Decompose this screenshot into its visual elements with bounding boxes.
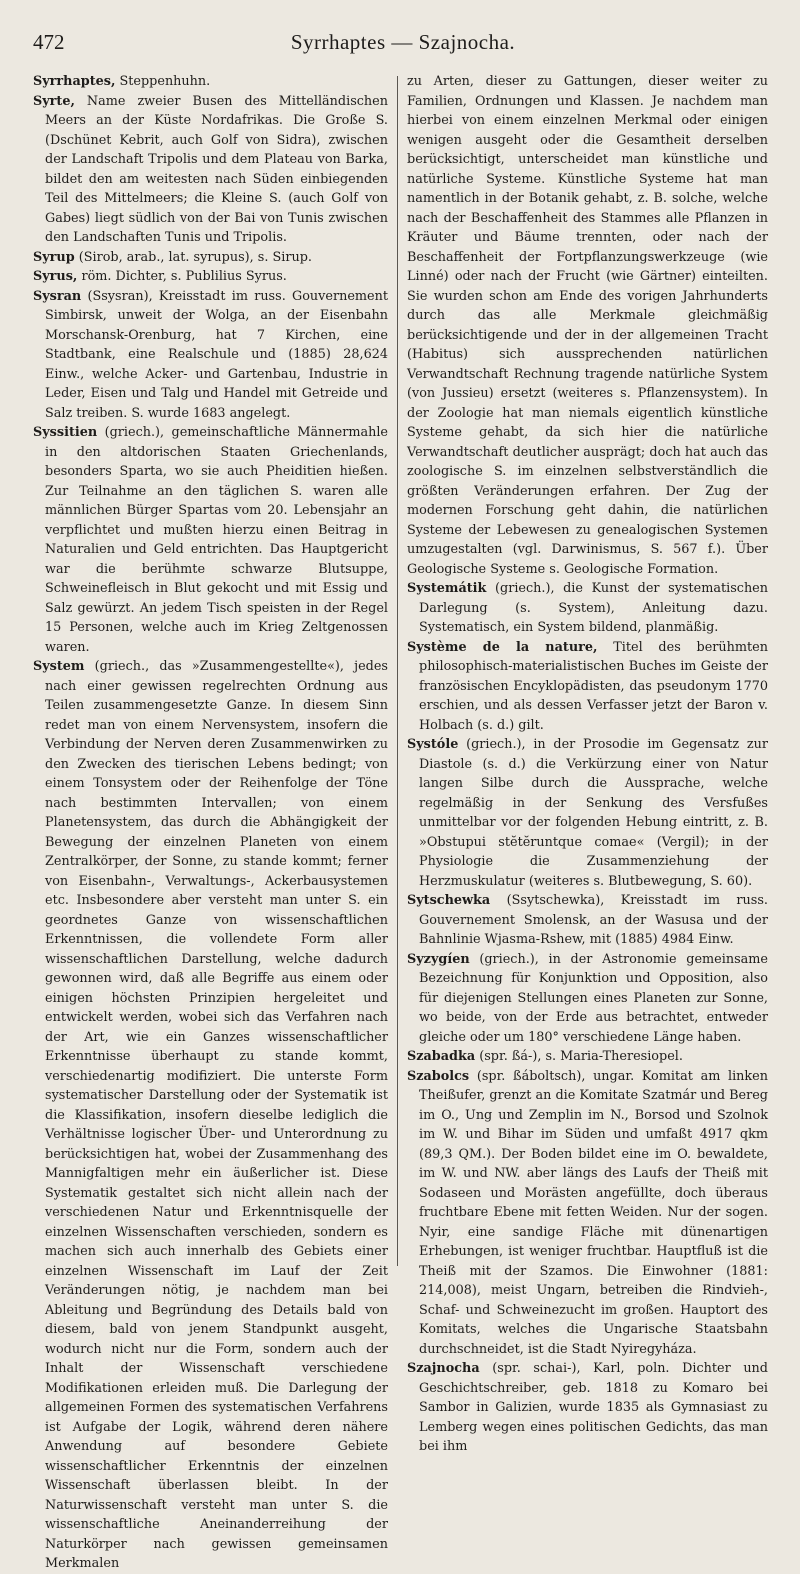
entry-text: (griech.), in der Astronomie gemeinsame Bezeichnung für Konjunktion und Opposition, also für diejenigen Stellungen eines Planeten zur Sonne, wo beide, von der Erde aus betrachtet, entweder gleiche oder um 180° verschiedene Länge haben. — [419, 951, 768, 1045]
entry-text: Steppenhuhn. — [119, 74, 211, 89]
entry-text: (spr. ßá-), s. Maria-Theresiopel. — [479, 1049, 683, 1064]
dictionary-entry — [407, 72, 768, 579]
entry-text: röm. Dichter, s. Publilius Syrus. — [81, 269, 287, 284]
entry-text: (spr. schai-), Karl, poln. Dichter und Geschichtschreiber, geb. 1818 zu Komaro bei Sambor in Galizien, wurde 1835 als Gymnasiast zu Lemberg wegen eines politischen Gedichts, das man bei ihm — [419, 1361, 768, 1454]
right-column — [407, 72, 768, 1454]
entry-headword: Szajnocha — [407, 1361, 480, 1376]
entry-headword: Systóle — [407, 737, 459, 752]
entry-headword: Syrup — [33, 249, 75, 265]
entry-text: (griech.), die Kunst der systematischen Darlegung (s. System), Anleitung dazu. Systematisch, ein System bildend, planmäßig. — [419, 581, 768, 635]
dictionary-entry — [407, 1359, 768, 1457]
dictionary-entry — [33, 423, 388, 657]
dictionary-entry — [33, 657, 388, 1574]
column-divider — [397, 76, 398, 1266]
entry-text: Titel des berühmten philosophisch-materialistischen Buches im Geiste der französischen Encyklopädisten, das pseudonym 1770 erschien, und als dessen Verfasser jetzt der Baron v. Holbach (s. d.) gilt. — [419, 639, 768, 733]
entry-headword: Syssitien — [33, 425, 98, 440]
entry-text: zu Arten, dieser zu Gattungen, dieser weiter zu Familien, Ordnungen und Klassen. Je nachdem man hierbei von einem einzelnen Merkmal oder einigen wenigen ausgeht oder die Gesamtheit derselben berücksichtigt, unterscheidet man künstliche und natürliche Systeme. Künstliche Systeme hat man namentlich in der Botanik gehabt, z. B. solche, welche nach der Beschaffenheit des Stammes alle Pflanzen in Kräuter und Bäume trennten, oder nach der Beschaffenheit der Fortpflanzungswerkzeuge (wie Linné) oder nach der Frucht (wie Gärtner) einteilten. Sie wurden schon am Ende des vorigen Jahrhunderts durch das alle Merkmale gleichmäßig berücksichtigende und der in der allgemeinen Tracht (Habitus) sich aussprechenden natürlichen Verwandtschaft Rechnung tragende natürliche System (von Jussieu) ersetzt (weiteres s. Pflanzensystem). In der Zoologie hat man niemals eigentlich künstliche Systeme gehabt, da sich hier die natürliche Verwandtschaft deutlicher ausprägt; doch hat auch das zoologische S. im einzelnen selbstverständlich die größten Veränderungen erfahren. Der Zug der modernen Forschung geht dahin, die natürlichen Systeme der Lebewesen zu genealogischen Systemen umzugestalten (vgl. Darwinismus, S. 567 f.). Über Geologische Systeme s. Geologische Formation. — [407, 74, 768, 577]
entry-text: (griech., das »Zusammengestellte«), jedes nach einer gewissen regelrechten Ordnung aus Teilen zusammengesetzte Ganze. In diesem Sinn redet man von einem Nervensystem, insofern die Verbindung der Nerven deren Zusammenwirken zu den Zwecken des tierischen Lebens bedingt; von einem Tonsystem oder der Reihenfolge der Töne nach bestimmten Intervallen; von einem Planetensystem, das durch die Abhängigkeit der Bewegung der einzelnen Planeten von einem Zentralkörper, der Sonne, zu stande kommt; ferner von Eisenbahn-, Verwaltungs-, Ackerbausystemen etc. Insbesondere aber versteht man unter S. ein geordnetes Ganze von wissenschaftlichen Erkenntnissen, die vollendete Form aller wissenschaftlichen Darstellung, welche dadurch gewonnen wird, daß alle Begriffe aus einem oder einigen höchsten Prinzipien hergeleitet und entwickelt werden, wobei sich das Verfahren nach der Art, wie ein Ganzes wissenschaftlicher Erkenntnisse überhaupt zu stande kommt, verschiedenartig modifiziert. Die unterste Form systematischer Darstellung oder der Systematik ist die Klassifikation, insofern dieselbe lediglich die Verhältnisse logischer Über- und Unterordnung zu berücksichtigen hat, wobei der Zusammenhang des Mannigfaltigen mehr ein äußerlicher ist. Diese Systematik gestaltet sich nicht allein nach der verschiedenen Natur und Erkenntnisquelle der einzelnen Wissenschaften verschieden, sondern es machen sich auch innerhalb des Gebiets einer einzelnen Wissenschaft im Lauf der Zeit Veränderungen nötig, je nachdem man bei Ableitung und Begründung des Details bald von diesem, bald von jenem Standpunkt ausgeht, wodurch nicht nur die Form, sondern auch der Inhalt der Wissenschaft verschiedene Modifikationen erleiden muß. Die Darlegung der allgemeinen Formen des systematischen Verfahrens ist Aufgabe der Logik, während deren nähere Anwendung auf besondere Gebiete wissenschaftlicher Erkenntnis der einzelnen Wissenschaft überlassen bleibt. In der Naturwissenschaft versteht man unter S. die wissenschaftliche Aneinanderreihung der Naturkörper nach gewissen gemeinsamen Merkmalen — [45, 659, 388, 1571]
dictionary-entry — [33, 267, 388, 287]
entry-text: (Ssysran), Kreisstadt im russ. Gouvernement Simbirsk, unweit der Wolga, an der Eisenbahn Morschansk-Orenburg, hat 7 Kirchen, eine Stadtbank, eine Realschule und (1885) 28,624 Einw., welche Acker- und Gartenbau, Industrie in Leder, Eisen und Talg und Handel mit Getreide und Salz treiben. S. wurde 1683 angelegt. — [45, 288, 388, 421]
entry-headword: Syrrhaptes, — [33, 74, 116, 89]
dictionary-entry — [407, 579, 768, 638]
page-number: 472 — [33, 30, 65, 54]
entry-headword: Systemátik — [407, 581, 487, 596]
dictionary-entry — [407, 1047, 768, 1067]
entry-text: (spr. ßáboltsch), ungar. Komitat am linken Theißufer, grenzt an die Komitate Szatmár und Bereg im O., Ung und Zemplin im N., Borsod und Szolnok im W. und Bihar im Süden und umfaßt 4917 qkm (89,3 QM.). Der Boden bildet eine im O. bewaldete, im W. und NW. aber längs des Laufs der Theiß mit Sodaseen und Morästen angefüllte, doch überaus fruchtbare Ebene mit fetten Weiden. Nur der sogen. Nyir, eine sandige Fläche mit dünenartigen Erhebungen, ist weniger fruchtbar. Hauptfluß ist die Theiß mit der Szamos. Die Einwohner (1881: 214,008), meist Ungarn, betreiben die Rindvieh-, Schaf- und Schweinezucht im großen. Hauptort des Komitats, welches die Ungarische Staatsbahn durchschneidet, ist die Stadt Nyiregyháza. — [419, 1068, 768, 1357]
entry-text: (griech.), in der Prosodie im Gegensatz zur Diastole (s. d.) die Verkürzung einer von Natur langen Silbe durch die Aussprache, welche regelmäßig in der Senkung des Versfußes unmittelbar vor der folgenden Hebung eintritt, z. B. »Obstupui stĕtĕruntque comae« (Vergil); in der Physiologie die Zusammenziehung der Herzmuskulatur (weiteres s. Blutbewegung, S. 60). — [419, 737, 768, 889]
entry-headword: Système de la nature, — [407, 639, 598, 655]
dictionary-entry — [33, 248, 388, 268]
entry-headword: Szabolcs — [407, 1068, 470, 1084]
running-title: Syrrhaptes — Szajnocha. — [290, 30, 516, 54]
dictionary-entry — [407, 891, 768, 950]
dictionary-entry — [407, 638, 768, 736]
entry-text: (griech.), gemeinschaftliche Männermahle in den altdorischen Staaten Griechenlands, besonders Sparta, wo sie auch Pheiditien hießen. Zur Teilnahme an den täglichen S. waren alle männlichen Bürger Spartas vom 20. Lebensjahr an verpflichtet und mußten hierzu einen Beitrag in Naturalien und Geld entrichten. Das Hauptgericht war die berühmte schwarze Blutsuppe, Schweinefleisch in Blut gekocht und mit Essig und Salz gewürzt. An jedem Tisch speisten in der Regel 15 Personen, welche auch im Krieg Zeltgenossen waren. — [45, 425, 388, 655]
dictionary-entry — [407, 735, 768, 891]
page-header — [33, 30, 773, 64]
entry-headword: Sytschewka — [407, 893, 491, 908]
entry-headword: System — [33, 659, 85, 674]
dictionary-entry — [33, 92, 388, 248]
entry-headword: Syrus, — [33, 269, 78, 284]
entry-headword: Szabadka — [407, 1049, 476, 1064]
dictionary-entry — [33, 287, 388, 424]
dictionary-entry — [407, 1067, 768, 1360]
entry-text: (Sirob, arab., lat. syrupus), s. Sirup. — [78, 249, 312, 265]
dictionary-entry — [407, 950, 768, 1048]
entry-text: Name zweier Busen des Mittelländischen Meers an der Küste Nordafrikas. Die Große S. (Dschünet Kebrit, auch Golf von Sidra), zwischen der Landschaft Tripolis und dem Plateau von Barka, bildet den am weitesten nach Süden einbiegenden Teil des Mittelmeers; die Kleine S. (auch Golf von Gabes) liegt südlich von der Bai von Tunis zwischen den Landschaften Tunis und Tripolis. — [45, 93, 388, 245]
left-column — [33, 72, 388, 1571]
entry-text: (Ssytschewka), Kreisstadt im russ. Gouvernement Smolensk, an der Wasusa und der Bahnlinie Wjasma-Rshew, mit (1885) 4984 Einw. — [419, 893, 768, 947]
entry-headword: Syrte, — [33, 93, 75, 109]
dictionary-entry — [33, 72, 388, 92]
entry-headword: Syzygíen — [407, 951, 470, 967]
entry-headword: Sysran — [33, 288, 82, 304]
